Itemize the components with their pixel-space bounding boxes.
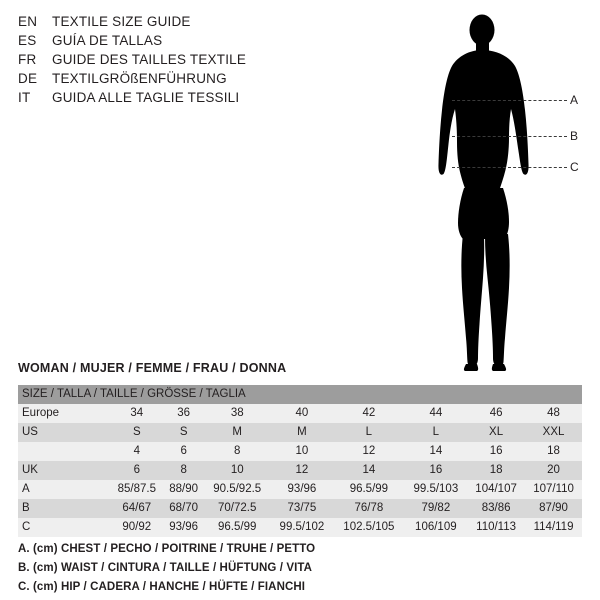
cell: 114/119	[525, 518, 582, 537]
measurement-legend	[18, 540, 315, 597]
language-code: ES	[18, 33, 37, 48]
table-header-label: SIZE / TALLA / TAILLE / GRÖSSE / TAGLIA	[18, 385, 582, 404]
cell: 110/113	[467, 518, 525, 537]
row-label: B	[18, 499, 110, 518]
measure-line-a	[452, 100, 567, 101]
table-row	[18, 423, 582, 442]
language-list	[18, 14, 308, 109]
cell: 73/75	[271, 499, 333, 518]
measure-label-c: C	[570, 160, 579, 174]
cell: L	[333, 423, 404, 442]
measure-label-b: B	[570, 129, 579, 143]
table-row	[18, 480, 582, 499]
cell: 48	[525, 404, 582, 423]
language-code: FR	[18, 52, 37, 67]
cell: 12	[333, 442, 404, 461]
row-label: A	[18, 480, 110, 499]
table-row	[18, 518, 582, 537]
measure-label-a: A	[570, 93, 579, 107]
cell: 106/109	[405, 518, 467, 537]
cell: 6	[110, 461, 164, 480]
cell: 42	[333, 404, 404, 423]
cell: M	[204, 423, 271, 442]
language-code: IT	[18, 90, 31, 105]
cell: 16	[467, 442, 525, 461]
measure-line-b	[452, 136, 567, 137]
cell: 6	[164, 442, 204, 461]
measure-line-c	[452, 167, 567, 168]
cell: 44	[405, 404, 467, 423]
cell: 76/78	[333, 499, 404, 518]
cell: L	[405, 423, 467, 442]
table-row	[18, 404, 582, 423]
measurement-figure	[400, 8, 600, 376]
cell: 34	[110, 404, 164, 423]
cell: 99.5/102	[271, 518, 333, 537]
language-text: GUÍA DE TALLAS	[52, 33, 163, 48]
legend-row-c: C. (cm) HIP / CADERA / HANCHE / HÜFTE / FIANCHI	[18, 581, 306, 593]
cell: 85/87.5	[110, 480, 164, 499]
language-row	[18, 71, 308, 90]
cell: 88/90	[164, 480, 204, 499]
cell: 96.5/99	[204, 518, 271, 537]
cell: XL	[467, 423, 525, 442]
cell: 12	[271, 461, 333, 480]
language-row	[18, 52, 308, 71]
cell: XXL	[525, 423, 582, 442]
cell: 83/86	[467, 499, 525, 518]
language-text: GUIDE DES TAILLES TEXTILE	[52, 52, 247, 67]
cell: 8	[164, 461, 204, 480]
row-label: C	[18, 518, 110, 537]
cell: 68/70	[164, 499, 204, 518]
language-row	[18, 90, 308, 109]
language-text: TEXTILE SIZE GUIDE	[52, 14, 191, 29]
row-label: US	[18, 423, 110, 442]
cell: 107/110	[525, 480, 582, 499]
table-header-row	[18, 385, 582, 404]
cell: 93/96	[271, 480, 333, 499]
cell: 79/82	[405, 499, 467, 518]
cell: 4	[110, 442, 164, 461]
cell: 14	[405, 442, 467, 461]
cell: 90.5/92.5	[204, 480, 271, 499]
cell: 36	[164, 404, 204, 423]
cell: 18	[467, 461, 525, 480]
size-table	[18, 385, 582, 537]
language-row	[18, 14, 308, 33]
cell: 90/92	[110, 518, 164, 537]
cell: 87/90	[525, 499, 582, 518]
cell: 14	[333, 461, 404, 480]
cell: 64/67	[110, 499, 164, 518]
table-row	[18, 442, 582, 461]
cell: S	[164, 423, 204, 442]
language-text: GUIDA ALLE TAGLIE TESSILI	[52, 90, 240, 105]
row-label: Europe	[18, 404, 110, 423]
cell: 99.5/103	[405, 480, 467, 499]
cell: 16	[405, 461, 467, 480]
language-code: DE	[18, 71, 38, 86]
cell: 70/72.5	[204, 499, 271, 518]
cell: 40	[271, 404, 333, 423]
row-label	[18, 442, 110, 461]
cell: 104/107	[467, 480, 525, 499]
legend-row-a: A. (cm) CHEST / PECHO / POITRINE / TRUHE / PETTO	[18, 543, 316, 555]
cell: 93/96	[164, 518, 204, 537]
cell: 10	[271, 442, 333, 461]
cell: 20	[525, 461, 582, 480]
language-code: EN	[18, 14, 38, 29]
table-row	[18, 499, 582, 518]
cell: 10	[204, 461, 271, 480]
cell: 96.5/99	[333, 480, 404, 499]
cell: 46	[467, 404, 525, 423]
female-body-silhouette-icon	[400, 8, 600, 376]
table-row	[18, 461, 582, 480]
row-label: UK	[18, 461, 110, 480]
language-row	[18, 33, 308, 52]
cell: S	[110, 423, 164, 442]
cell: 102.5/105	[333, 518, 404, 537]
cell: 38	[204, 404, 271, 423]
cell: M	[271, 423, 333, 442]
section-title: WOMAN / MUJER / FEMME / FRAU / DONNA	[18, 361, 287, 375]
cell: 8	[204, 442, 271, 461]
legend-row-b: B. (cm) WAIST / CINTURA / TAILLE / HÜFTUNG / VITA	[18, 562, 313, 574]
cell: 18	[525, 442, 582, 461]
language-text: TEXTILGRÖßENFÜHRUNG	[52, 71, 227, 86]
